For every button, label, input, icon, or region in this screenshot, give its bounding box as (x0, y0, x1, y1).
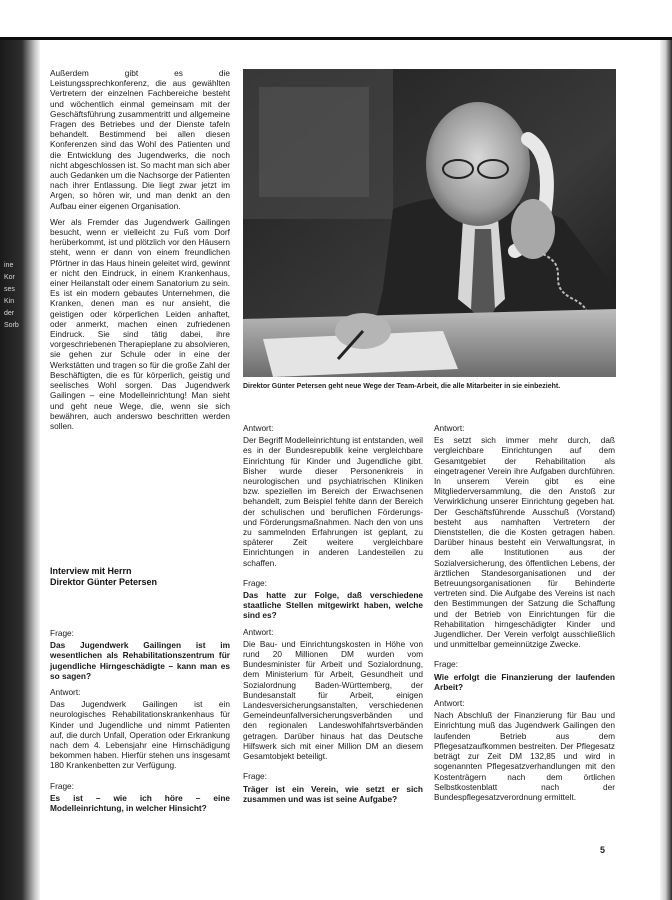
qa-block (434, 659, 615, 802)
answer-text: Die Bau- und Einrichtungskosten in Höhe von rund 20 Millionen DM wurden vom Bundesminister für Arbeit und Sozialordnung, dem Ministerium für Arbeit, Gesundheit und Sozialordnung Baden-Württemberg, der Bundesanstalt für Arbeit, einigen Landesversicherungsanstalten, verschiedenen Gemeindeunfallversicherungsverbänden und den regionalen Landeswohlfahrtsverbänden getragen. Darüber hinaus hat das Deutsche Hilfswerk sich mit einer Million DM an diesem Gesamtobjekt beteiligt. (243, 638, 423, 762)
margin-fragment: der (4, 310, 15, 317)
qa-block (243, 423, 423, 568)
antwort-label: Antwort: (434, 698, 465, 709)
frage-label: Frage: (243, 577, 267, 588)
top-margin (0, 0, 672, 48)
column-3 (434, 423, 615, 812)
question-text: Wie erfolgt die Finanzierung der laufenden Arbeit? (434, 671, 615, 692)
photo-caption: Direktor Günter Petersen geht neue Wege der Team-Arbeit, die alle Mitarbeiter in sie einbezieht. (243, 383, 561, 390)
interview-heading (50, 566, 157, 588)
answer-text: Es setzt sich immer mehr durch, daß vergleichbare Einrichtungen auf dem Gesamtgebiet der Rehabilitation als eingetragener Verein ihre Aufgaben durchführen. In unserem Verein gibt es eine Mitgliederversammlung, die den Anstoß zur Verwirklichung unserer Einrichtung gegeben hat. Der Geschäftsführende Ausschuß (Vorstand) besteht aus namhaften Vertretern der Dienststellen, die die Kosten getragen haben. Darüber hinaus besteht ein Verwaltungsrat, in dem alle Institutionen aus der Sozialversicherung, des öffentlichen Lebens, der ärztlichen Standesorganisationen und der Betreuungsorganisationen für Behinderte vertreten sind. Die Aufgabe des Vereins ist nach den Bestimmungen der Satzung die Schaffung und der Betrieb von Einrichtungen für die Rehabilitation hirngeschädigter Kinder und Jugendlicher. Der Verein verfolgt ausschließlich und unmittelbar gemeinnützige Zwecke. (434, 435, 615, 650)
margin-fragment: Kor (4, 274, 15, 281)
interview-heading-line: Interview mit Herrn (50, 566, 132, 576)
page-number: 5 (600, 845, 606, 855)
frage-label: Frage: (243, 771, 267, 782)
margin-fragment: Kin (4, 298, 15, 305)
page-edge-shadow (660, 40, 672, 900)
answer-text: Das Jugendwerk Gailingen ist ein neurologisches Rehabilitationskrankenhaus für Kinder und Jugendliche und nimmt Patienten auf, die durch Unfall, Operation oder Erkrankung nach dem 4. Lebensjahr eine Hirnschädigung bekommen haben. Hierfür stehen uns insgesamt 180 Krankenbetten zur Verfügung. (50, 699, 230, 771)
question-text: Das Jugendwerk Gailingen ist im wesentlichen als Rehabilitationszentrum für jugendliche Hirngeschädigte – kann man es so sagen? (50, 640, 230, 681)
director-photo (243, 69, 616, 377)
intro-paragraph: Wer als Fremder das Jugendwerk Gailingen besucht, wenn er vielleicht zu Fuß vom Dorf herüberkommt, ist und plötzlich vor den Häusern steht, wenn er dann von einem freundlichen Pförtner in das Haus hinein geleitet wird, gewinnt er nicht den Eindruck, in einem Krankenhaus, einer Heilanstalt oder einem Sanatorium zu sein. Es ist ein modern gebautes Unternehmen, die Kranken, denen man es nur ansieht, die geistigen oder körperlichen Leiden anhaftet, oder anmerkt, machen einen zufriedenen Eindruck. Sie sind tätig dabei, ihre vorgeschriebenen Therapieplane zu absolvieren, sie gehen zur Schule oder in eine der Werkstätten und tragen so für die große Zahl der Beschäftigten, die es für körperlich, geistig und seelisches Wohl sorgen. Das Jugendwerk Gailingen – eine Modelleinrichtung! Man sieht und geht neue Wege, die, wenn sie sich bewähren, auch anderswo beschritten werden sollen. (50, 216, 230, 431)
question-text: Das hatte zur Folge, daß verschiedene staatliche Stellen mitgewirkt haben, welche sind es? (243, 590, 423, 621)
antwort-label: Antwort: (434, 423, 465, 433)
qa-block (50, 628, 230, 771)
column-2 (243, 423, 423, 814)
binding-edge (0, 40, 40, 900)
intro-paragraph: Außerdem gibt es die Leistungssprechkonferenz, die aus gewählten Vertretern der einzelnen Fachbereiche besteht und wöchentlich einmal gemeinsam mit der Geschäftsführung zusammentritt und allgemeine Fragen des Betriebes und der Dienste tafeln behandelt. Bestimmend bei allen diesen Konferenzen sind das Wohl des Patienten und die Entwicklung des Jugendwerks, die noch nicht abgeschlossen ist. So macht man sich aber auch Gedanken um die Nachsorge der Patienten nach ihrer Entlassung. Die liegt zwar jetzt im Argen, so hören wir, und man denkt an den Aufbau einer eigenen Organisation. (50, 68, 230, 211)
margin-fragment: ses (4, 286, 15, 293)
qa-block (243, 578, 423, 761)
frage-label: Frage: (50, 628, 74, 638)
qa-block (243, 771, 423, 804)
question-text: Träger ist ein Verein, wie setzt er sich zusammen und was ist seine Aufgabe? (243, 783, 423, 804)
answer-text: Nach Abschluß der Finanzierung für Bau und Einrichtung muß das Jugendwerk Gailingen den laufenden Betrieb aus dem Pflegesatzaufkommen bestreiten. Der Pflegesatz beträgt zur Zeit DM 132,85 und wird in sogenannten Pflegesatzverhandlungen mit den Kostenträgern nach dem örtlichen Selbstkostenblatt nach der Bundespflegesatzverordnung ermittelt. (434, 710, 615, 802)
column-1 (50, 68, 230, 437)
margin-fragment: ine (4, 262, 14, 269)
qa-block (434, 423, 615, 649)
antwort-label: Antwort: (243, 423, 274, 433)
question-text: Es ist – wie ich höre – eine Modelleinrichtung, in welcher Hinsicht? (50, 792, 230, 814)
answer-text: Der Begriff Modelleinrichtung ist entstanden, weil es in der Bundesrepublik keine vergleichbare Einrichtung für Kinder und Jugendliche gibt. Bisher wurde dieser Personenkreis in neurologischen und psychiatrischen Kliniken bzw. speziellen im Bereich der Erwachsenen behandelt, zum Beispiel fehlte dann der Bereich der schulischen und beruflichen Förderungs- und Förderungsmaßnahmen. Nach den von uns zu sammelnden Erfahrungen ist geplant, zu späterer Zeit weitere vergleichbare Einrichtungen in anderen Landesteilen zu schaffen. (243, 435, 423, 568)
margin-fragment: Sorb (4, 322, 19, 329)
antwort-label: Antwort: (50, 687, 81, 698)
column-1-interview (50, 628, 230, 823)
qa-block (50, 781, 230, 814)
frage-label: Frage: (434, 659, 458, 670)
interview-heading-line: Direktor Günter Petersen (50, 577, 158, 587)
top-rule (0, 37, 672, 40)
director-photo-image (243, 69, 616, 377)
antwort-label: Antwort: (243, 626, 274, 637)
frage-label: Frage: (50, 780, 74, 791)
